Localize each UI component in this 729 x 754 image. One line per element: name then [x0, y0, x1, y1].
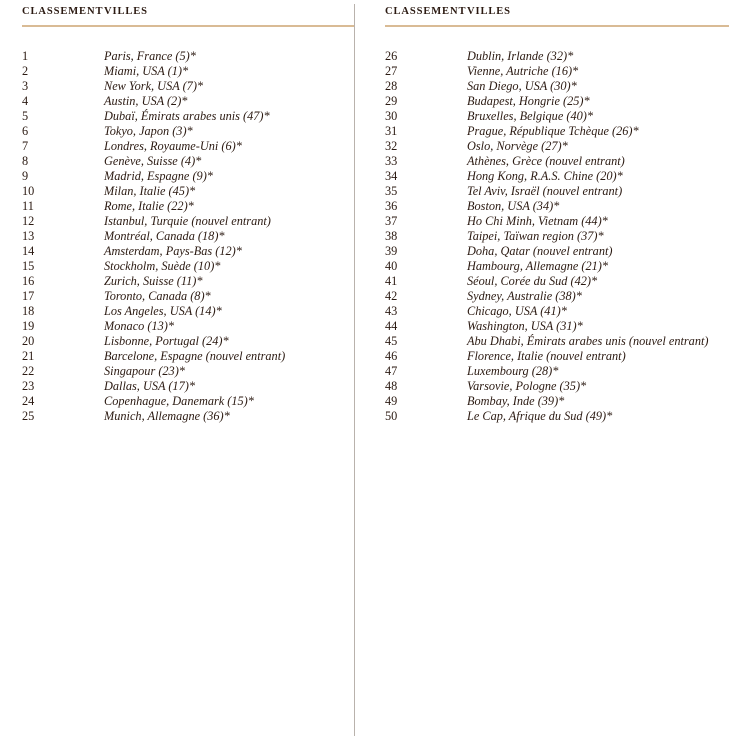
rank-value: 47 — [385, 364, 398, 378]
table-row — [22, 139, 354, 154]
table-row — [385, 274, 729, 289]
city-value: Madrid, Espagne (9)* — [104, 169, 213, 183]
rank-value: 14 — [22, 244, 35, 258]
rank-value: 6 — [22, 124, 29, 138]
table-row — [385, 334, 729, 349]
city-value: Genève, Suisse (4)* — [104, 154, 202, 168]
column-header-city-left: VILLES — [104, 6, 148, 17]
city-value: San Diego, USA (30)* — [467, 79, 577, 93]
rank-value: 39 — [385, 244, 398, 258]
table-row — [22, 259, 354, 274]
table-row — [385, 49, 729, 64]
rank-value: 30 — [385, 109, 398, 123]
city-value: Ho Chi Minh, Vietnam (44)* — [467, 214, 608, 228]
table-row — [385, 394, 729, 409]
table-row — [385, 214, 729, 229]
city-value: Tokyo, Japon (3)* — [104, 124, 193, 138]
column-header-rank-right: CLASSEMENT — [385, 6, 467, 17]
table-row — [385, 409, 729, 424]
city-value: Florence, Italie (nouvel entrant) — [467, 349, 626, 363]
city-value: Copenhague, Danemark (15)* — [104, 394, 254, 408]
city-value: Stockholm, Suède (10)* — [104, 259, 221, 273]
city-value: Oslo, Norvège (27)* — [467, 139, 568, 153]
table-row — [22, 199, 354, 214]
city-value: Séoul, Corée du Sud (42)* — [467, 274, 598, 288]
city-value: Washington, USA (31)* — [467, 319, 583, 333]
rank-value: 31 — [385, 124, 398, 138]
rank-value: 19 — [22, 319, 35, 333]
rank-value: 27 — [385, 64, 398, 78]
city-value: Los Angeles, USA (14)* — [104, 304, 222, 318]
rank-value: 4 — [22, 94, 29, 108]
rank-value: 32 — [385, 139, 398, 153]
city-value: Zurich, Suisse (11)* — [104, 274, 203, 288]
table-row — [22, 49, 354, 64]
city-value: Montréal, Canada (18)* — [104, 229, 225, 243]
table-row — [22, 244, 354, 259]
rank-value: 45 — [385, 334, 398, 348]
table-row — [22, 289, 354, 304]
table-row — [22, 394, 354, 409]
rank-value: 42 — [385, 289, 398, 303]
table-row — [385, 64, 729, 79]
city-value: Sydney, Australie (38)* — [467, 289, 582, 303]
rank-value: 15 — [22, 259, 35, 273]
table-row — [22, 184, 354, 199]
rank-value: 2 — [22, 64, 29, 78]
city-value: Budapest, Hongrie (25)* — [467, 94, 590, 108]
city-value: Boston, USA (34)* — [467, 199, 560, 213]
header-spacer-left — [22, 27, 354, 49]
city-value: Miami, USA (1)* — [104, 64, 189, 78]
city-value: New York, USA (7)* — [104, 79, 204, 93]
table-header-row-right — [385, 0, 729, 25]
table-row — [22, 94, 354, 109]
table-row — [22, 79, 354, 94]
city-value: Rome, Italie (22)* — [104, 199, 194, 213]
ranking-rows-right — [385, 49, 729, 424]
rank-value: 21 — [22, 349, 35, 363]
city-value: Paris, France (5)* — [104, 49, 196, 63]
city-value: Bombay, Inde (39)* — [467, 394, 565, 408]
rank-value: 46 — [385, 349, 398, 363]
rank-value: 49 — [385, 394, 398, 408]
rank-value: 8 — [22, 154, 29, 168]
city-value: Dublin, Irlande (32)* — [467, 49, 574, 63]
city-value: Austin, USA (2)* — [104, 94, 188, 108]
table-row — [22, 319, 354, 334]
table-row — [385, 259, 729, 274]
table-row — [385, 154, 729, 169]
rank-value: 16 — [22, 274, 35, 288]
table-row — [22, 154, 354, 169]
rank-value: 22 — [22, 364, 35, 378]
table-row — [385, 229, 729, 244]
rank-value: 11 — [22, 199, 34, 213]
column-header-rank-left: CLASSEMENT — [22, 6, 104, 17]
city-value: Chicago, USA (41)* — [467, 304, 567, 318]
rank-value: 20 — [22, 334, 35, 348]
rank-value: 34 — [385, 169, 398, 183]
rank-value: 9 — [22, 169, 29, 183]
rank-value: 17 — [22, 289, 35, 303]
rank-value: 40 — [385, 259, 398, 273]
spacer-cell-right — [385, 27, 729, 49]
table-row — [22, 124, 354, 139]
city-value: Abu Dhabi, Émirats arabes unis (nouvel entrant) — [467, 334, 709, 348]
city-value: Prague, République Tchèque (26)* — [467, 124, 639, 138]
rank-value: 7 — [22, 139, 29, 153]
city-value: Londres, Royaume-Uni (6)* — [104, 139, 242, 153]
table-row — [385, 244, 729, 259]
table-row — [385, 379, 729, 394]
city-value: Lisbonne, Portugal (24)* — [104, 334, 229, 348]
city-value: Taipei, Taïwan region (37)* — [467, 229, 604, 243]
table-row — [22, 274, 354, 289]
city-value: Amsterdam, Pays-Bas (12)* — [104, 244, 242, 258]
table-row — [22, 214, 354, 229]
rank-value: 48 — [385, 379, 398, 393]
rank-value: 18 — [22, 304, 35, 318]
rank-value: 43 — [385, 304, 398, 318]
rank-value: 12 — [22, 214, 35, 228]
table-row — [22, 64, 354, 79]
rank-value: 5 — [22, 109, 29, 123]
table-row — [22, 169, 354, 184]
rank-value: 26 — [385, 49, 398, 63]
table-row — [22, 109, 354, 124]
table-row — [385, 124, 729, 139]
rank-value: 13 — [22, 229, 35, 243]
city-value: Luxembourg (28)* — [467, 364, 559, 378]
city-value: Athènes, Grèce (nouvel entrant) — [467, 154, 625, 168]
table-row — [385, 199, 729, 214]
rank-value: 3 — [22, 79, 29, 93]
table-row — [385, 169, 729, 184]
city-value: Istanbul, Turquie (nouvel entrant) — [104, 214, 271, 228]
city-value: Hambourg, Allemagne (21)* — [467, 259, 609, 273]
table-row — [385, 304, 729, 319]
city-value: Barcelone, Espagne (nouvel entrant) — [104, 349, 286, 363]
ranking-rows-left — [22, 49, 354, 424]
table-row — [385, 94, 729, 109]
city-value: Varsovie, Pologne (35)* — [467, 379, 587, 393]
header-spacer-right — [385, 27, 729, 49]
rank-value: 41 — [385, 274, 398, 288]
rank-value: 33 — [385, 154, 398, 168]
city-value: Hong Kong, R.A.S. Chine (20)* — [467, 169, 623, 183]
city-value: Vienne, Autriche (16)* — [467, 64, 579, 78]
rank-value: 25 — [22, 409, 35, 423]
rank-value: 38 — [385, 229, 398, 243]
city-value: Le Cap, Afrique du Sud (49)* — [467, 409, 613, 423]
city-value: Milan, Italie (45)* — [104, 184, 196, 198]
column-header-city-right: VILLES — [467, 6, 511, 17]
city-value: Singapour (23)* — [104, 364, 185, 378]
ranking-column-right — [355, 0, 729, 754]
city-value: Tel Aviv, Israël (nouvel entrant) — [467, 184, 623, 198]
table-row — [385, 319, 729, 334]
rank-value: 50 — [385, 409, 398, 423]
table-header-row-left — [22, 0, 354, 25]
table-row — [385, 139, 729, 154]
city-value: Munich, Allemagne (36)* — [104, 409, 230, 423]
table-row — [22, 364, 354, 379]
city-value: Doha, Qatar (nouvel entrant) — [467, 244, 613, 258]
table-row — [22, 409, 354, 424]
table-row — [22, 349, 354, 364]
city-value: Monaco (13)* — [104, 319, 175, 333]
rank-value: 37 — [385, 214, 398, 228]
rank-value: 29 — [385, 94, 398, 108]
table-row — [385, 289, 729, 304]
table-row — [385, 109, 729, 124]
table-row — [22, 334, 354, 349]
table-row — [22, 229, 354, 244]
table-row — [385, 364, 729, 379]
rank-value: 23 — [22, 379, 35, 393]
ranking-column-left — [0, 0, 354, 754]
rank-value: 44 — [385, 319, 398, 333]
city-value: Toronto, Canada (8)* — [104, 289, 211, 303]
ranking-table-right — [385, 0, 729, 424]
city-value: Dallas, USA (17)* — [104, 379, 195, 393]
rank-value: 1 — [22, 49, 29, 63]
table-row — [22, 304, 354, 319]
table-row — [22, 379, 354, 394]
spacer-cell-left — [22, 27, 354, 49]
rank-value: 36 — [385, 199, 398, 213]
rank-value: 10 — [22, 184, 35, 198]
rank-value: 28 — [385, 79, 398, 93]
table-row — [385, 79, 729, 94]
table-row — [385, 184, 729, 199]
city-value: Dubaï, Émirats arabes unis (47)* — [104, 109, 270, 123]
ranking-table-left — [22, 0, 354, 424]
rank-value: 35 — [385, 184, 398, 198]
rank-value: 24 — [22, 394, 35, 408]
table-row — [385, 349, 729, 364]
city-value: Bruxelles, Belgique (40)* — [467, 109, 594, 123]
